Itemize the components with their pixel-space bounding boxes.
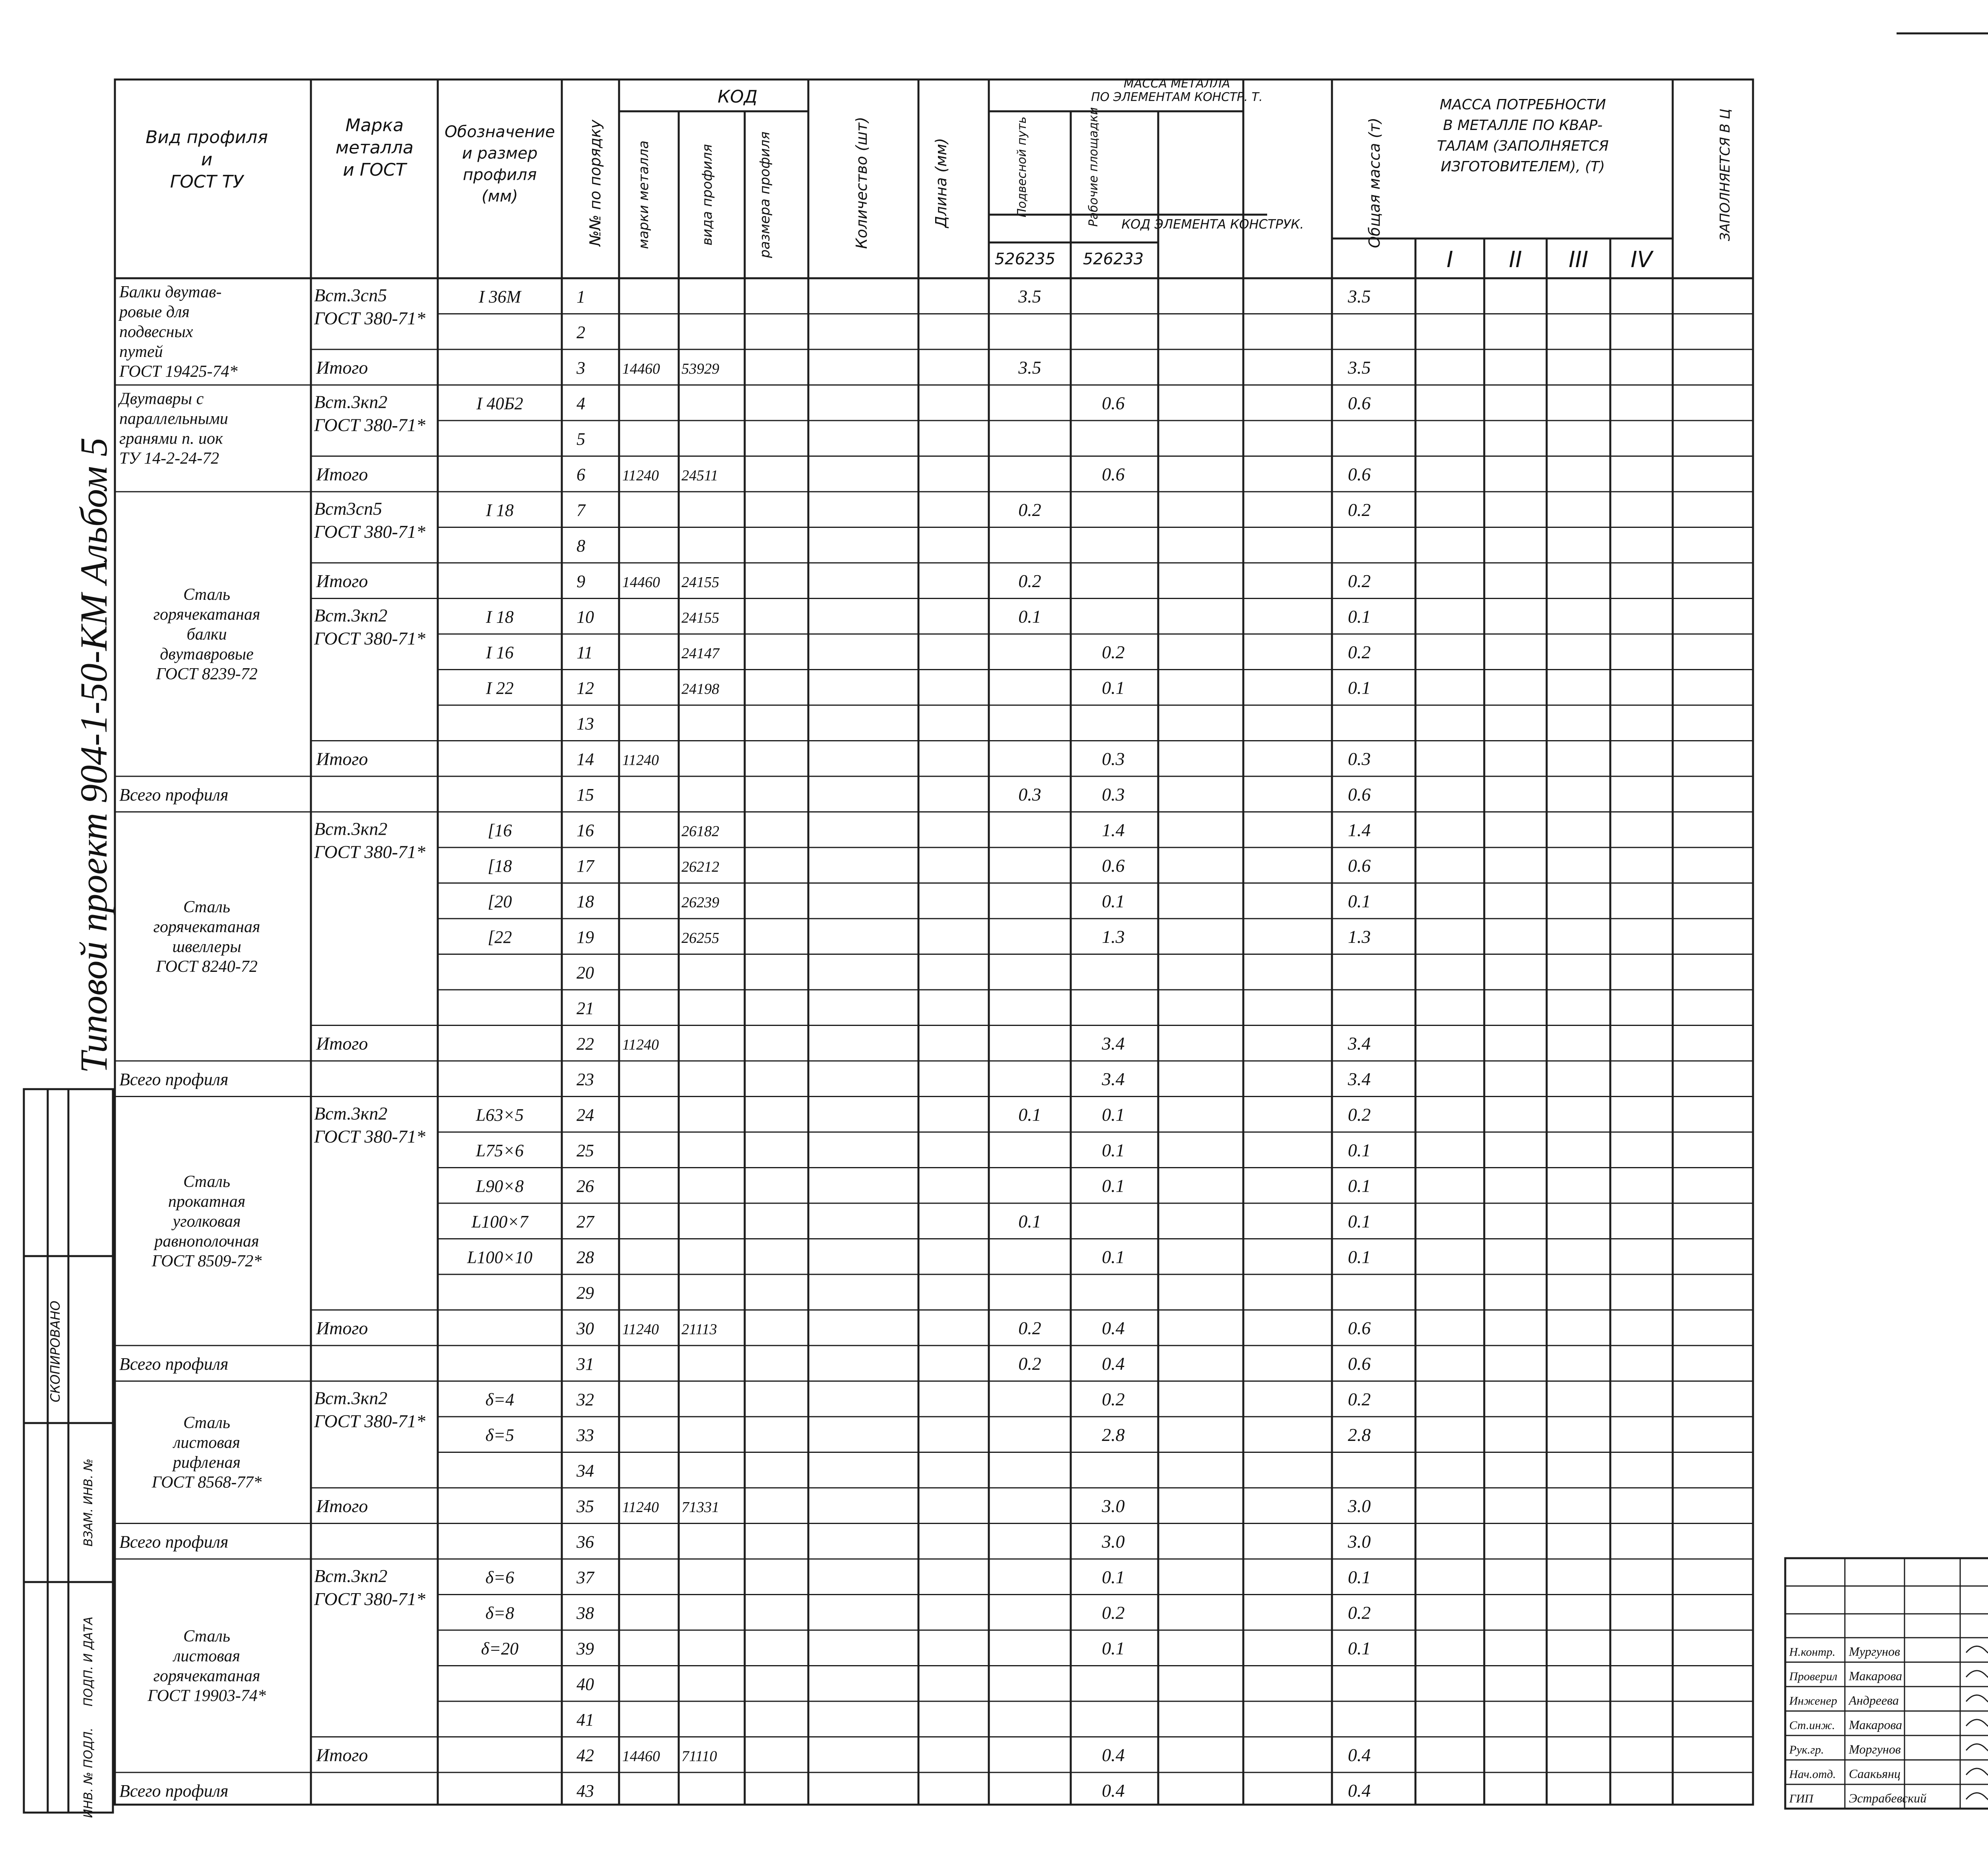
header-code-size-text: размера профиля [757, 131, 773, 258]
total-mass: 0.2 [1348, 1602, 1371, 1623]
profile-group-5 [119, 1070, 228, 1089]
quarter-4: IV [1631, 247, 1652, 273]
row-number: 9 [577, 571, 585, 591]
mass-crane: 0.3 [1018, 784, 1041, 805]
mass-crane: 0.2 [1018, 1318, 1041, 1338]
profile-designation: δ=4 [485, 1390, 514, 1410]
line: Вст.3сп5 [314, 285, 387, 305]
line: ГОСТ 380-71* [314, 1411, 425, 1431]
header-mass-crane-text: Подвесной путь [1015, 116, 1029, 217]
row-number: 40 [577, 1674, 594, 1694]
subtotal-label: Итого [316, 357, 368, 378]
profile-designation: I 18 [486, 607, 514, 627]
line: ГОСТ 380-71* [314, 1589, 425, 1609]
row-number: 17 [577, 856, 594, 876]
row-number: 42 [577, 1745, 594, 1765]
row-number: 23 [577, 1069, 594, 1089]
mass-platform: 3.4 [1102, 1033, 1125, 1054]
mass-platform: 0.2 [1102, 1389, 1125, 1410]
table-row [577, 536, 585, 555]
total-mass: 0.1 [1348, 1247, 1371, 1267]
code-profile: 26255 [681, 929, 719, 946]
signature-role: Инженер [1789, 1694, 1837, 1708]
row-number: 38 [577, 1603, 594, 1623]
line: Двутавры с [119, 390, 204, 408]
line: ровые для [119, 303, 190, 321]
line: Вст3сп5 [314, 498, 382, 519]
total-mass: 0.2 [1348, 570, 1371, 591]
line: Сталь [183, 898, 230, 916]
mass-crane: 3.5 [1018, 286, 1041, 306]
line: подвесных [119, 323, 193, 341]
signature-role: Нач.отд. [1789, 1768, 1836, 1781]
left-stamp-copied: СКОПИРОВАНО [48, 1301, 63, 1402]
line: уголковая [173, 1212, 241, 1231]
row-number: 35 [577, 1496, 594, 1516]
row-number: 24 [577, 1105, 594, 1125]
header-qty: Количество (шт) [853, 116, 870, 249]
signature-name: Макарова [1849, 1669, 1903, 1683]
line: Всего профиля [119, 1069, 229, 1089]
profile-designation: [22 [487, 927, 512, 947]
code-profile: 24155 [681, 609, 719, 626]
row-number: 31 [577, 1354, 594, 1374]
table-row [577, 714, 594, 733]
mass-platform: 0.1 [1102, 1175, 1125, 1196]
mass-platform: 0.4 [1102, 1780, 1125, 1801]
subtotal-label: Итого [316, 570, 368, 591]
code-profile: 53929 [681, 360, 719, 377]
code-grade: 11240 [622, 1499, 659, 1516]
mass-crane: 0.2 [1018, 570, 1041, 591]
profile-designation: L75×6 [476, 1140, 524, 1160]
mass-crane: 0.1 [1018, 1211, 1041, 1231]
line: ГОСТ ТУ [170, 172, 244, 192]
mass-platform: 2.8 [1102, 1424, 1125, 1445]
row-number: 36 [577, 1532, 594, 1552]
total-mass: 3.5 [1348, 357, 1371, 378]
row-number: 16 [577, 820, 594, 840]
row-number: 22 [577, 1034, 594, 1054]
row-number: 18 [577, 892, 594, 911]
mass-platform: 0.1 [1102, 1638, 1125, 1658]
table-row [577, 963, 594, 982]
profile-group-3 [119, 785, 228, 805]
quarter-2: II [1508, 247, 1522, 273]
total-mass: 0.6 [1348, 784, 1371, 805]
profile-designation: I 36М [478, 287, 521, 306]
table-row [577, 999, 594, 1018]
code-profile: 21113 [681, 1321, 717, 1338]
signature-name: Эстрабевский [1849, 1791, 1927, 1805]
header-code-grade: марки металла [636, 140, 652, 249]
line: ТУ 14-2-24-72 [119, 449, 219, 468]
mass-platform: 3.0 [1102, 1495, 1125, 1516]
row-number: 13 [577, 714, 594, 733]
signature-name: Андреева [1849, 1693, 1899, 1708]
row-number: 11 [577, 642, 593, 662]
signature-role: Ст.инж. [1789, 1719, 1835, 1732]
row-number: 32 [577, 1390, 594, 1410]
line: Всего профиля [119, 1354, 229, 1374]
header-element-code: КОД ЭЛЕМЕНТА КОНСТРУК. [1121, 217, 1304, 232]
line: горячекатаная [153, 917, 260, 936]
code-profile: 24198 [681, 681, 719, 698]
profile-designation: δ=6 [485, 1567, 514, 1587]
total-mass: 1.4 [1348, 820, 1371, 840]
total-mass: 0.3 [1348, 748, 1371, 769]
code-profile: 24155 [681, 574, 719, 591]
line: горячекатаная [153, 1667, 260, 1685]
line: ГОСТ 8568-77* [151, 1473, 262, 1492]
signature-name: Моргунов [1849, 1742, 1901, 1757]
profile-designation: δ=5 [485, 1425, 514, 1445]
line: равнополочная [154, 1232, 259, 1251]
total-mass: 0.2 [1348, 642, 1371, 662]
total-mass: 0.6 [1348, 1318, 1371, 1338]
mass-platform: 0.6 [1102, 393, 1125, 413]
row-number: 2 [577, 322, 585, 342]
profile-designation: L100×7 [471, 1212, 528, 1231]
header-mass-platform-text: Рабочие площадки [1087, 107, 1101, 227]
total-mass: 0.1 [1348, 1638, 1371, 1658]
profile-designation: [16 [487, 820, 512, 840]
line: ГОСТ 8509-72* [151, 1252, 262, 1270]
mass-crane: 0.2 [1018, 1353, 1041, 1374]
mass-platform: 0.6 [1102, 855, 1125, 876]
row-number: 10 [577, 607, 594, 627]
total-mass: 0.6 [1348, 855, 1371, 876]
total-mass: 0.1 [1348, 1211, 1371, 1231]
line: и ГОСТ [343, 160, 406, 180]
mass-platform: 0.3 [1102, 748, 1125, 769]
mass-crane: 0.2 [1018, 499, 1041, 520]
left-stamp-sign: ПОДП. И ДАТА [82, 1616, 95, 1707]
table-row [577, 322, 585, 342]
header-total: Общая масса (т) [1366, 117, 1383, 248]
mass-platform: 0.4 [1102, 1745, 1125, 1765]
profile-designation: I 40Б2 [476, 394, 523, 413]
line: Сталь [183, 1627, 230, 1646]
subtotal-label: Итого [316, 748, 368, 769]
line: Всего профиля [119, 1781, 229, 1801]
row-number: 27 [577, 1212, 594, 1231]
profile-designation: L90×8 [476, 1176, 524, 1196]
total-mass: 3.0 [1348, 1531, 1371, 1552]
line: МАССА МЕТАЛЛА [1124, 77, 1230, 91]
signature-role: ГИП [1789, 1792, 1813, 1805]
code-profile: 24511 [681, 467, 718, 484]
signature-role: Н.контр. [1789, 1645, 1836, 1659]
signature-name: Макарова [1849, 1718, 1903, 1732]
code-grade: 11240 [622, 1321, 659, 1338]
mass-platform: 0.3 [1102, 784, 1125, 805]
row-number: 1 [577, 287, 585, 306]
line: ГОСТ 380-71* [314, 308, 425, 328]
line: Балки двутав- [119, 283, 222, 301]
header-length: Длина (мм) [932, 138, 950, 228]
table-row [577, 1710, 594, 1730]
line: листовая [173, 1647, 240, 1666]
total-mass: 0.4 [1348, 1745, 1371, 1765]
line: гранями п. иок [119, 429, 223, 448]
total-mass: 0.6 [1348, 464, 1371, 485]
total-mass: 0.6 [1348, 1353, 1371, 1374]
total-mass: 0.1 [1348, 891, 1371, 911]
mass-crane: 0.1 [1018, 606, 1041, 627]
line: ГОСТ 380-71* [314, 522, 425, 542]
line: ПО ЭЛЕМЕНТАМ КОНСТР. Т. [1091, 90, 1263, 104]
mass-platform: 0.1 [1102, 1247, 1125, 1267]
code-grade: 14460 [622, 360, 660, 377]
row-number: 34 [577, 1461, 594, 1481]
code-grade: 11240 [622, 752, 659, 769]
row-number: 3 [577, 358, 585, 378]
line: и [201, 149, 213, 170]
total-mass: 0.6 [1348, 393, 1371, 413]
line: ГОСТ 380-71* [314, 628, 425, 649]
line: швеллеры [172, 937, 241, 956]
quarter-3: III [1569, 247, 1588, 273]
mass-platform: 1.3 [1102, 926, 1125, 947]
code-profile: 26212 [681, 858, 719, 875]
line: Вид профиля [146, 127, 268, 147]
row-number: 37 [577, 1567, 594, 1587]
header-code-size [757, 132, 773, 258]
code-grade: 11240 [622, 467, 659, 484]
line: (мм) [481, 187, 518, 206]
table-row [577, 429, 585, 449]
row-number: 8 [577, 536, 585, 556]
profile-designation: [20 [487, 892, 512, 911]
line: балки [186, 625, 227, 644]
code-grade: 11240 [622, 1036, 659, 1053]
total-mass: 0.1 [1348, 1567, 1371, 1587]
profile-designation: I 18 [486, 500, 514, 520]
row-number: 20 [577, 963, 594, 983]
mass-platform: 0.4 [1102, 1318, 1125, 1338]
mass-platform: 0.6 [1102, 464, 1125, 485]
line: рифленая [173, 1453, 241, 1472]
header-grade [336, 115, 414, 180]
line: параллельными [119, 409, 228, 428]
header-row-no: №№ по порядку [586, 119, 604, 246]
profile-designation: L63×5 [476, 1105, 524, 1125]
signature-name: Саакьянц [1849, 1766, 1901, 1781]
line: Вст.3кп2 [314, 1103, 388, 1124]
table-row [577, 1283, 594, 1303]
total-mass: 0.2 [1348, 499, 1371, 520]
row-number: 39 [577, 1638, 594, 1658]
row-number: 28 [577, 1247, 594, 1267]
mass-platform: 0.1 [1102, 1104, 1125, 1125]
profile-designation: L100×10 [467, 1247, 533, 1267]
line: ГОСТ 380-71* [314, 841, 425, 862]
line: ГОСТ 380-71* [314, 415, 425, 435]
row-number: 30 [577, 1318, 594, 1338]
row-number: 15 [577, 785, 594, 805]
total-mass: 3.5 [1348, 286, 1371, 306]
row-number: 19 [577, 927, 594, 947]
line: ГОСТ 19425-74* [119, 363, 238, 381]
header-code-b: 526233 [1083, 250, 1144, 268]
subtotal-label: Итого [316, 464, 368, 485]
row-number: 5 [577, 429, 585, 449]
mass-crane: 0.1 [1018, 1104, 1041, 1125]
mass-platform: 0.2 [1102, 642, 1125, 662]
row-number: 29 [577, 1283, 594, 1303]
subtotal-label: Итого [316, 1318, 368, 1338]
line: Обозначение [445, 123, 555, 141]
row-number: 26 [577, 1176, 594, 1196]
line: Вст.3кп2 [314, 392, 388, 412]
row-number: 14 [577, 749, 594, 769]
left-stamp-replace: ВЗАМ. ИНВ. № [82, 1458, 95, 1547]
row-number: 7 [577, 500, 585, 520]
row-number: 12 [577, 678, 594, 698]
profile-designation: I 16 [486, 642, 514, 662]
line: профиля [463, 166, 537, 184]
line: Сталь [183, 586, 230, 604]
profile-group-7 [119, 1354, 228, 1374]
line: Сталь [183, 1172, 230, 1191]
line: Всего профиля [119, 1532, 229, 1552]
mass-platform: 3.4 [1102, 1068, 1125, 1089]
table-row [577, 1674, 594, 1694]
row-number: 25 [577, 1140, 594, 1160]
line: МАССА ПОТРЕБНОСТИ [1439, 97, 1606, 113]
total-mass: 0.1 [1348, 1175, 1371, 1196]
quarter-1: I [1446, 247, 1453, 273]
code-profile: 71110 [681, 1748, 717, 1765]
header-fill-in: ЗАПОЛНЯЕТСЯ В Ц [1717, 109, 1733, 241]
line: Вст.3кп2 [314, 605, 388, 626]
line: ГОСТ 19903-74* [148, 1687, 266, 1705]
total-mass: 3.4 [1348, 1068, 1371, 1089]
code-grade: 14460 [622, 574, 660, 591]
header-code-group: КОД [717, 87, 758, 107]
row-number: 33 [577, 1425, 594, 1445]
total-mass: 0.1 [1348, 677, 1371, 698]
code-profile: 24147 [681, 645, 719, 662]
line: Вст.3кп2 [314, 818, 388, 839]
mass-platform: 1.4 [1102, 820, 1125, 840]
total-mass: 0.4 [1348, 1780, 1371, 1801]
mass-platform: 0.4 [1102, 1353, 1125, 1374]
table-row [576, 1461, 594, 1480]
row-number: 4 [577, 394, 585, 413]
line: ГОСТ 8239-72 [156, 665, 258, 683]
code-grade: 14460 [622, 1748, 660, 1765]
code-profile: 26182 [681, 823, 719, 840]
subtotal-label: Итого [316, 1495, 368, 1516]
line: Марка [345, 115, 404, 136]
profile-group-9 [119, 1532, 228, 1551]
total-mass: 3.0 [1348, 1495, 1371, 1516]
total-mass: 3.4 [1348, 1033, 1371, 1054]
line: ТАЛАМ (ЗАПОЛНЯЕТСЯ [1437, 138, 1609, 154]
row-number: 6 [577, 465, 585, 485]
signature-role: Рук.гр. [1789, 1743, 1824, 1757]
row-number: 41 [577, 1710, 594, 1730]
profile-designation: δ=8 [485, 1603, 514, 1623]
header-code-profile: вида профиля [699, 144, 715, 246]
signature-role: Проверил [1789, 1670, 1838, 1683]
line: ГОСТ 380-71* [314, 1126, 425, 1147]
row-number: 43 [577, 1781, 594, 1801]
profile-group-11 [119, 1781, 228, 1801]
profile-designation: [18 [487, 856, 512, 876]
total-mass: 2.8 [1348, 1424, 1371, 1445]
line: путей [119, 343, 163, 361]
code-profile: 71331 [681, 1499, 719, 1516]
header-mass-crane [1015, 116, 1029, 217]
header-code-a: 526235 [994, 250, 1056, 268]
line: ГОСТ 8240-72 [156, 957, 258, 976]
line: Сталь [183, 1413, 230, 1432]
signature-name: Мургунов [1849, 1644, 1900, 1659]
mass-crane: 3.5 [1018, 357, 1041, 378]
side-caption: Типовой проект 904-1-50-КМ Альбом 5 [72, 437, 115, 1073]
profile-designation: δ=20 [481, 1638, 519, 1658]
total-mass: 1.3 [1348, 926, 1371, 947]
line: ИЗГОТОВИТЕЛЕМ), (Т) [1441, 159, 1605, 175]
line: горячекатаная [153, 605, 260, 624]
line: прокатная [168, 1192, 246, 1211]
mass-platform: 0.1 [1102, 1140, 1125, 1160]
mass-platform: 0.2 [1102, 1602, 1125, 1623]
row-number: 21 [577, 998, 594, 1018]
line: Всего профиля [119, 785, 229, 805]
header-mass-platform [1087, 107, 1101, 227]
line: В МЕТАЛЛЕ ПО КВАР- [1443, 117, 1603, 134]
left-stamp-inv: ИНВ. № ПОДЛ. [82, 1728, 95, 1818]
subtotal-label: Итого [316, 1745, 368, 1765]
mass-platform: 3.0 [1102, 1531, 1125, 1552]
header-grade-text [336, 115, 414, 180]
line: Вст.3кп2 [314, 1566, 388, 1586]
mass-platform: 0.1 [1102, 677, 1125, 698]
line: и размер [462, 144, 538, 163]
subtotal-label: Итого [316, 1033, 368, 1054]
total-mass: 0.1 [1348, 606, 1371, 627]
code-profile: 26239 [681, 894, 719, 911]
mass-platform: 0.1 [1102, 891, 1125, 911]
line: Вст.3кп2 [314, 1388, 388, 1408]
total-mass: 0.1 [1348, 1140, 1371, 1160]
profile-designation: I 22 [486, 678, 514, 698]
line: листовая [173, 1433, 240, 1452]
total-mass: 0.2 [1348, 1389, 1371, 1410]
total-mass: 0.2 [1348, 1104, 1371, 1125]
line: двутавровые [160, 645, 254, 663]
mass-platform: 0.1 [1102, 1567, 1125, 1587]
line: металла [335, 138, 414, 158]
